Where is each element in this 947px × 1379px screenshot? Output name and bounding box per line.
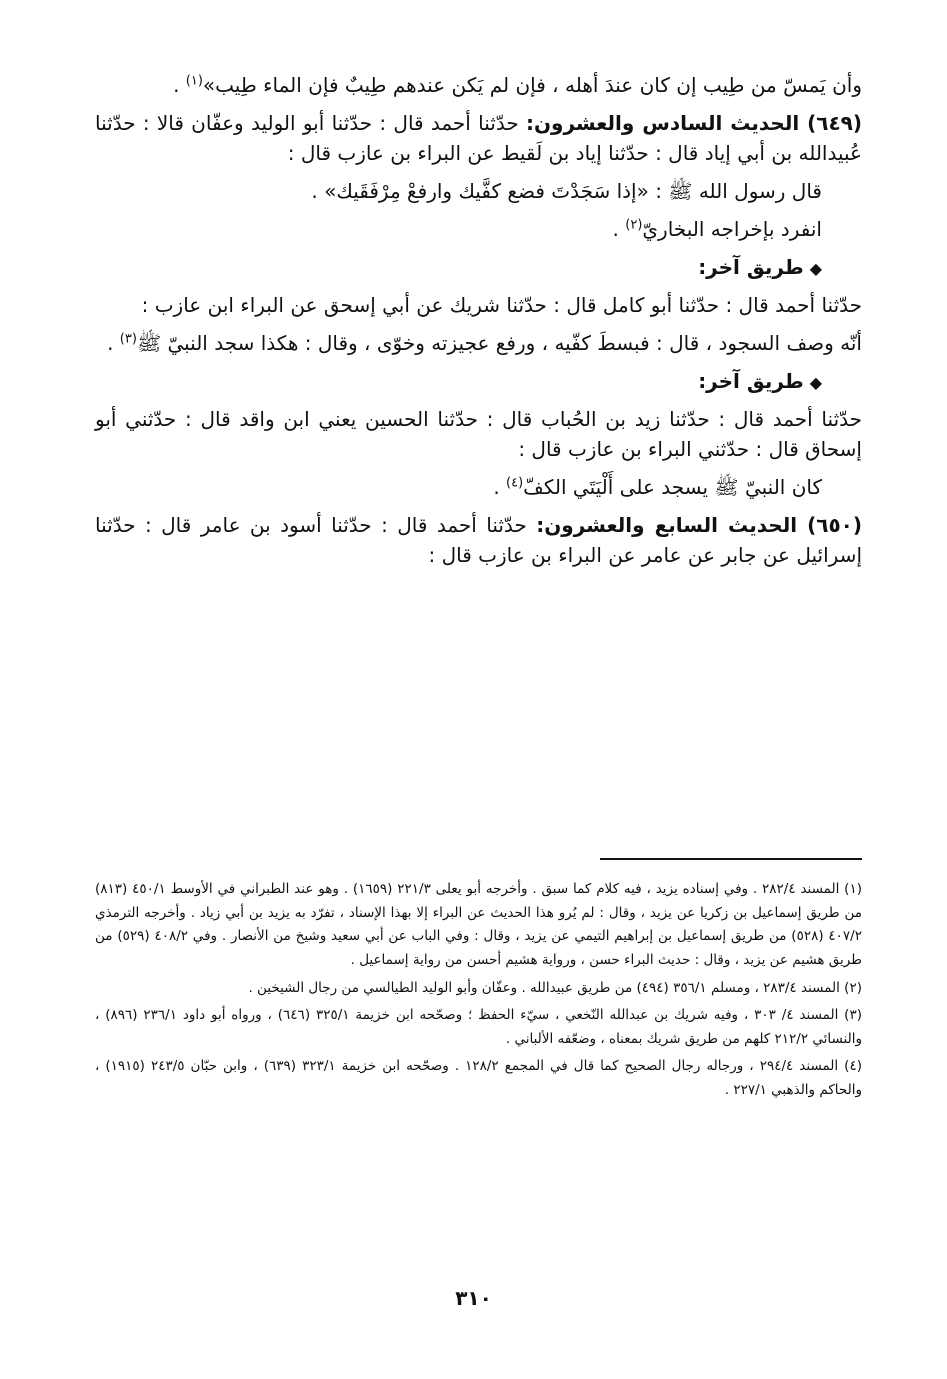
route-1-matn xyxy=(95,328,862,358)
route-2-matn-text: كان النبيّ ﷺ يسجد على أَلْيَتَي الكفّ xyxy=(523,475,822,499)
route-2-matn xyxy=(95,472,862,502)
footnote-2: (٢) المسند ٢٨٣/٤ ، ومسلم ٣٥٦/١ (٤٩٤) من طريق عبيدالله . وعفّان وأبو الوليد الطيالسي من رجال الشيخين . xyxy=(248,979,862,996)
route-1-isnad-text: حدّثنا أحمد قال : حدّثنا أبو كامل قال : حدّثنا شريك عن أبي إسحق عن البراء ابن عازب : xyxy=(141,293,862,317)
page-number: ٣١٠ xyxy=(455,1286,492,1310)
footnote-ref-2: (٢) xyxy=(625,217,643,233)
diamond-bullet-icon: ◆ xyxy=(809,373,822,392)
route-1-isnad xyxy=(95,290,862,320)
paragraph-1-tail: . xyxy=(173,73,186,97)
hadith-650 xyxy=(95,510,862,570)
footnote-ref-4: (٤) xyxy=(506,475,524,491)
hadith-649-matn-text: قال رسول الله ﷺ : «إذا سَجَدْتَ فضع كفَّيك وارفعْ مِرْفَقَيك» . xyxy=(311,179,822,203)
route-heading-2 xyxy=(95,366,862,396)
route-1-matn-tail: . xyxy=(107,331,120,355)
hadith-649-isnad: حدّثنا أحمد قال : حدّثنا أبو الوليد وعفّان قالا : حدّثنا عُبيدالله بن أبي إياد قال : حدّثنا إياد بن لَقيط عن البراء بن عازب قال : xyxy=(95,111,862,165)
paragraph-1-text: وأن يَمسّ من طِيب إن كان عندَ أهله ، فإن لم يَكن عندهم طِيبٌ فإن الماء طِيب» xyxy=(202,73,862,97)
footnote-ref-3: (٣) xyxy=(119,331,137,347)
hadith-649-heading: (٦٤٩) الحديث السادس والعشرون: xyxy=(525,111,862,135)
hadith-649 xyxy=(95,108,862,168)
footnotes xyxy=(95,878,862,1107)
route-heading-2-text: طريق آخر: xyxy=(698,369,804,393)
footnote-ref-1: (١) xyxy=(185,73,203,89)
route-1-matn-text: أنّه وصف السجود ، قال : فبسطَ كفّيه ، ورفع عجيزته وخوّى ، وقال : هكذا سجد النبيّ ﷺ xyxy=(136,331,862,355)
main-text xyxy=(95,70,862,578)
hadith-649-matn xyxy=(95,176,862,206)
footnote-4: (٤) المسند ٢٩٤/٤ ، ورجاله رجال الصحيح كما قال في المجمع ١٢٨/٢ . وصحّحه ابن خزيمة ٣٢٣/١ (٦٣٩) ، وابن حبّان ٢٤٣/٥ (١٩١٥) ، والحاكم والذهبي ٢٢٧/١ . xyxy=(95,1058,862,1098)
bukhari-note xyxy=(95,214,862,244)
route-2-matn-tail: . xyxy=(493,475,507,499)
bukhari-note-tail: . xyxy=(612,217,626,241)
route-2-isnad-text: حدّثنا أحمد قال : حدّثنا زيد بن الحُباب قال : حدّثنا الحسين يعني ابن واقد قال : حدّثني أبو إسحاق قال : حدّثني البراء بن عازب قال : xyxy=(95,407,862,461)
footnote-1: (١) المسند ٢٨٢/٤ . وفي إسناده يزيد ، فيه كلام كما سبق . وأخرجه أبو يعلى ٢٢١/٣ (١٦٥٩) . وهو عند الطبراني في الأوسط ٤٥٠/١ (٨١٣) من طريق إسماعيل بن زكريا عن يزيد ، وقال : لم يُرو هذا الحديث عن البراء إلا بهذا الإسناد ، تفرّد به يزيد بن أبي زياد . وأخرجه الترمذي ٤٠٧/٢ (٥٢٨) من طريق إسماعيل بن إبراهيم التيمي عن يزيد ، وقال : وفي الباب عن أبي سعيد وشيخ من الأنصار . وفي ٤٠٨/٢ (٥٢٩) من طريق هشيم عن يزيد ، وقال : حديث البراء حسن ، ورواية هشيم أحسن من رواية إسماعيل . xyxy=(95,881,863,968)
route-2-isnad xyxy=(95,404,862,464)
footnote-3: (٣) المسند ٤/ ٣٠٣ ، وفيه شريك بن عبدالله النّخعي ، سيّء الحفظ ؛ وصحّحه ابن خزيمة ٣٢٥/١ (٦٤٦) ، ورواه أبو داود ٢٣٦/١ (٨٩٦) ، والنسائي ٢١٢/٢ كلهم من طريق شريك بمعناه ، وضعّفه الألباني . xyxy=(95,1007,862,1047)
hadith-650-isnad: حدّثنا أحمد قال : حدّثنا أسود بن عامر قال : حدّثنا إسرائيل عن جابر عن عامر عن البراء بن عازب قال : xyxy=(95,513,862,567)
hadith-650-heading: (٦٥٠) الحديث السابع والعشرون: xyxy=(536,513,862,537)
footnote-divider xyxy=(600,858,862,860)
paragraph-1 xyxy=(95,70,862,100)
diamond-bullet-icon: ◆ xyxy=(809,259,822,278)
bukhari-note-text: انفرد بإخراجه البخاريّ xyxy=(642,217,822,241)
route-heading-1 xyxy=(95,252,862,282)
route-heading-1-text: طريق آخر: xyxy=(698,255,804,279)
